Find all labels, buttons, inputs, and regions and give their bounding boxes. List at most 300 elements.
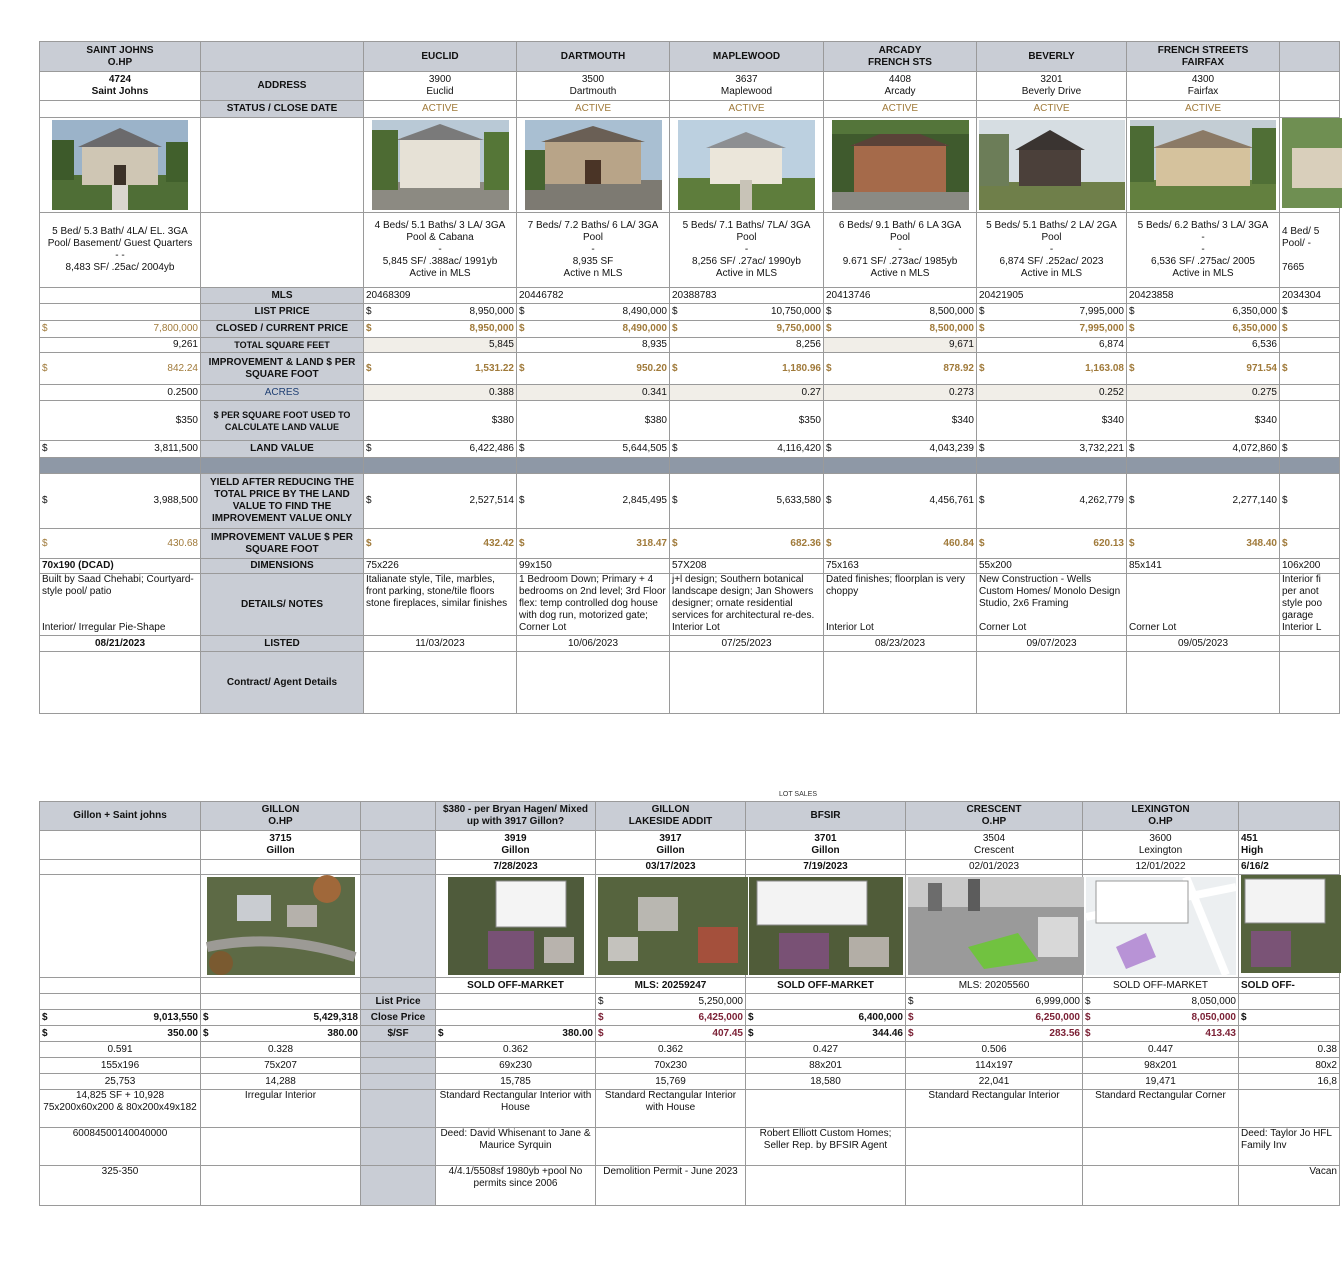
subject-land-psf: $350 bbox=[40, 401, 201, 441]
subject-imp-psf: $ 430.68 bbox=[40, 529, 201, 559]
lot-header-3919: $380 - per Bryan Hagen/ Mixed up with 3917 Gillon? bbox=[436, 802, 596, 831]
lot-notes1-3919: Standard Rectangular Interior with House bbox=[436, 1090, 596, 1128]
sqft-partial bbox=[1280, 338, 1340, 353]
aerial-photo-3917 bbox=[598, 877, 748, 975]
house-photo-beverly bbox=[979, 120, 1125, 210]
label-status: STATUS / CLOSE DATE bbox=[201, 101, 364, 118]
label-details: DETAILS/ NOTES bbox=[201, 574, 364, 636]
photo-beverly-cell bbox=[977, 118, 1127, 213]
label-sqft: TOTAL SQUARE FEET bbox=[201, 338, 364, 353]
lot-subject-address bbox=[40, 831, 201, 860]
yield-maplewood: $ 5,633,580 bbox=[670, 474, 824, 529]
aerial-photo-crescent bbox=[908, 877, 1084, 975]
imp-land-psf-dartmouth: $ 950.20 bbox=[517, 353, 670, 385]
lot-subject-acres: 0.591 bbox=[40, 1042, 201, 1058]
map-lexington bbox=[1086, 877, 1236, 975]
lot-status-3919: SOLD OFF-MARKET bbox=[436, 978, 596, 994]
label-land-psf: $ PER SQUARE FOOT USED TO CALCULATE LAND VALUE bbox=[201, 401, 364, 441]
lot-gillon-list-price bbox=[201, 994, 361, 1010]
listed-maplewood: 07/25/2023 bbox=[670, 636, 824, 652]
photo-partial-cell bbox=[1280, 118, 1340, 213]
status-beverly: ACTIVE bbox=[977, 101, 1127, 118]
house-photo-fairfax bbox=[1130, 120, 1276, 210]
sqft-beverly: 6,874 bbox=[977, 338, 1127, 353]
lot-date-3917: 03/17/2023 bbox=[596, 860, 746, 875]
label-imp-psf: IMPROVEMENT VALUE $ PER SQUARE FOOT bbox=[201, 529, 364, 559]
listed-fairfax: 09/05/2023 bbox=[1127, 636, 1280, 652]
lot-label-notes3 bbox=[361, 1166, 436, 1206]
lot-gillon-date bbox=[201, 860, 361, 875]
lot-address-partial: 451 High bbox=[1239, 831, 1340, 860]
details-fairfax: Corner Lot bbox=[1127, 574, 1280, 636]
contract-dartmouth bbox=[517, 652, 670, 714]
lot-notes2-crescent bbox=[906, 1128, 1083, 1166]
label-dimensions: DIMENSIONS bbox=[201, 559, 364, 574]
yield-arcady: $ 4,456,761 bbox=[824, 474, 977, 529]
sqft-fairfax: 6,536 bbox=[1127, 338, 1280, 353]
dimensions-arcady: 75x163 bbox=[824, 559, 977, 574]
lot-notes2-3917 bbox=[596, 1128, 746, 1166]
subject-list-price bbox=[40, 304, 201, 321]
lot-subject-list-price bbox=[40, 994, 201, 1010]
lot-gillon-status bbox=[201, 978, 361, 994]
lot-label-psf: $/SF bbox=[361, 1026, 436, 1042]
lot-header-bfsir: BFSIR bbox=[746, 802, 906, 831]
comp-header-maplewood: MAPLEWOOD bbox=[670, 42, 824, 72]
lot-date-lexington: 12/01/2022 bbox=[1083, 860, 1239, 875]
listed-euclid: 11/03/2023 bbox=[364, 636, 517, 652]
details-arcady: Dated finishes; floorplan is very choppy Interior Lot bbox=[824, 574, 977, 636]
lot-subject-notes3: 325-350 bbox=[40, 1166, 201, 1206]
list-price-dartmouth: $ 8,490,000 bbox=[517, 304, 670, 321]
lot-notes3-lexington bbox=[1083, 1166, 1239, 1206]
lot-subject-status bbox=[40, 978, 201, 994]
lot-acres-3917: 0.362 bbox=[596, 1042, 746, 1058]
subject-contract bbox=[40, 652, 201, 714]
lot-notes1-lexington: Standard Rectangular Corner bbox=[1083, 1090, 1239, 1128]
lot-gillon-header: GILLON O.HP bbox=[201, 802, 361, 831]
acres-maplewood: 0.27 bbox=[670, 385, 824, 401]
house-photo-partial bbox=[1282, 118, 1342, 208]
mls-fairfax: 20423858 bbox=[1127, 288, 1280, 304]
status-partial bbox=[1280, 101, 1340, 118]
list-price-arcady: $ 8,500,000 bbox=[824, 304, 977, 321]
acres-euclid: 0.388 bbox=[364, 385, 517, 401]
land-psf-arcady: $340 bbox=[824, 401, 977, 441]
lot-dims-lexington: 98x201 bbox=[1083, 1058, 1239, 1074]
label-land-value: LAND VALUE bbox=[201, 441, 364, 458]
aerial-photo-gillon bbox=[207, 877, 355, 975]
photo-fairfax-cell bbox=[1127, 118, 1280, 213]
lot-address-3919: 3919 Gillon bbox=[436, 831, 596, 860]
lot-list-price-3701 bbox=[746, 994, 906, 1010]
subject-yield: $ 3,988,500 bbox=[40, 474, 201, 529]
acres-dartmouth: 0.341 bbox=[517, 385, 670, 401]
lot-list-price-3917: $ 5,250,000 bbox=[596, 994, 746, 1010]
lot-status-crescent: MLS: 20205560 bbox=[906, 978, 1083, 994]
land-value-maplewood: $ 4,116,420 bbox=[670, 441, 824, 458]
lot-notes2-3701: Robert Elliott Custom Homes; Seller Rep. by BFSIR Agent bbox=[746, 1128, 906, 1166]
imp-psf-dartmouth: $ 318.47 bbox=[517, 529, 670, 559]
closed-price-arcady: $ 8,500,000 bbox=[824, 321, 977, 338]
house-photo-dartmouth bbox=[525, 120, 662, 210]
closed-price-fairfax: $ 6,350,000 bbox=[1127, 321, 1280, 338]
photo-maplewood-cell bbox=[670, 118, 824, 213]
lot-gillon-notes1: Irregular Interior bbox=[201, 1090, 361, 1128]
status-dartmouth: ACTIVE bbox=[517, 101, 670, 118]
land-psf-dartmouth: $380 bbox=[517, 401, 670, 441]
listed-beverly: 09/07/2023 bbox=[977, 636, 1127, 652]
status-euclid: ACTIVE bbox=[364, 101, 517, 118]
photo-euclid-cell bbox=[364, 118, 517, 213]
address-arcady: 4408 Arcady bbox=[824, 72, 977, 101]
lot-header-partial bbox=[1239, 802, 1340, 831]
lot-image-3919-cell bbox=[436, 875, 596, 978]
lot-list-price-partial bbox=[1239, 994, 1340, 1010]
lot-subject-notes1: 14,825 SF + 10,928 75x200x60x200 & 80x200x49x182 bbox=[40, 1090, 201, 1128]
lot-dims-3917: 70x230 bbox=[596, 1058, 746, 1074]
lot-notes1-3701 bbox=[746, 1090, 906, 1128]
sqft-dartmouth: 8,935 bbox=[517, 338, 670, 353]
imp-psf-fairfax: $ 348.40 bbox=[1127, 529, 1280, 559]
mls-beverly: 20421905 bbox=[977, 288, 1127, 304]
features-beverly: 5 Beds/ 5.1 Baths/ 2 LA/ 2GA Pool - 6,874 SF/ .252ac/ 2023 Active in MLS bbox=[977, 213, 1127, 288]
lot-notes2-3919: Deed: David Whisenant to Jane & Maurice Syrquin bbox=[436, 1128, 596, 1166]
label-header-blank bbox=[201, 42, 364, 72]
mls-dartmouth: 20446782 bbox=[517, 288, 670, 304]
dimensions-fairfax: 85x141 bbox=[1127, 559, 1280, 574]
lot-image-partial-cell bbox=[1239, 875, 1340, 978]
lot-notes3-partial: Vacan bbox=[1239, 1166, 1340, 1206]
lot-date-3701: 7/19/2023 bbox=[746, 860, 906, 875]
land-psf-beverly: $340 bbox=[977, 401, 1127, 441]
lot-address-crescent: 3504 Crescent bbox=[906, 831, 1083, 860]
subject-header: SAINT JOHNS O.HP bbox=[40, 42, 201, 72]
label-acres: ACRES bbox=[201, 385, 364, 401]
features-arcady: 6 Beds/ 9.1 Bath/ 6 LA 3GA Pool - 9.671 SF/ .273ac/ 1985yb Active n MLS bbox=[824, 213, 977, 288]
lot-notes1-3917: Standard Rectangular Interior with House bbox=[596, 1090, 746, 1128]
imp-land-psf-maplewood: $ 1,180.96 bbox=[670, 353, 824, 385]
contract-fairfax bbox=[1127, 652, 1280, 714]
sqft-euclid: 5,845 bbox=[364, 338, 517, 353]
imp-psf-beverly: $ 620.13 bbox=[977, 529, 1127, 559]
lot-psf-crescent: $ 283.56 bbox=[906, 1026, 1083, 1042]
features-fairfax: 5 Beds/ 6.2 Baths/ 3 LA/ 3GA - - 6,536 SF/ .275ac/ 2005 Active in MLS bbox=[1127, 213, 1280, 288]
lot-acres-crescent: 0.506 bbox=[906, 1042, 1083, 1058]
house-photo-euclid bbox=[372, 120, 509, 210]
lot-close-price-crescent: $ 6,250,000 bbox=[906, 1010, 1083, 1026]
acres-partial bbox=[1280, 385, 1340, 401]
land-value-partial: $ bbox=[1280, 441, 1340, 458]
lot-header-lexington: LEXINGTON O.HP bbox=[1083, 802, 1239, 831]
lot-gillon-address: 3715 Gillon bbox=[201, 831, 361, 860]
subject-land-value: $ 3,811,500 bbox=[40, 441, 201, 458]
lot-subject-close-price: $ 9,013,550 bbox=[40, 1010, 201, 1026]
mls-partial: 2034304 bbox=[1280, 288, 1340, 304]
contract-beverly bbox=[977, 652, 1127, 714]
closed-price-euclid: $ 8,950,000 bbox=[364, 321, 517, 338]
land-value-fairfax: $ 4,072,860 bbox=[1127, 441, 1280, 458]
lot-header-crescent: CRESCENT O.HP bbox=[906, 802, 1083, 831]
details-maplewood: j+l design; Southern botanical landscape design; Jan Showers designer; ornate residential services for architectural re-des. Interior Lot bbox=[670, 574, 824, 636]
mls-arcady: 20413746 bbox=[824, 288, 977, 304]
lot-subject-image-cell bbox=[40, 875, 201, 978]
features-partial: 4 Bed/ 5 Pool/ - 7665 bbox=[1280, 213, 1340, 288]
lot-image-crescent-cell bbox=[906, 875, 1083, 978]
lot-list-price-lexington: $ 8,050,000 bbox=[1083, 994, 1239, 1010]
land-value-dartmouth: $ 5,644,505 bbox=[517, 441, 670, 458]
lot-dims-crescent: 114x197 bbox=[906, 1058, 1083, 1074]
divider-band bbox=[40, 458, 1340, 474]
listed-dartmouth: 10/06/2023 bbox=[517, 636, 670, 652]
subject-features: 5 Bed/ 5.3 Bath/ 4LA/ EL. 3GA Pool/ Basement/ Guest Quarters - - 8,483 SF/ .25ac/ 2004yb bbox=[40, 213, 201, 288]
yield-partial: $ bbox=[1280, 474, 1340, 529]
land-psf-partial bbox=[1280, 401, 1340, 441]
lot-gillon-close-price: $ 5,429,318 bbox=[201, 1010, 361, 1026]
lot-subject-psf: $ 350.00 bbox=[40, 1026, 201, 1042]
subject-mls bbox=[40, 288, 201, 304]
lot-acres-3701: 0.427 bbox=[746, 1042, 906, 1058]
land-value-euclid: $ 6,422,486 bbox=[364, 441, 517, 458]
lot-label-notes2 bbox=[361, 1128, 436, 1166]
subject-listed: 08/21/2023 bbox=[40, 636, 201, 652]
aerial-photo-partial bbox=[1241, 875, 1341, 973]
lot-sales-table bbox=[39, 801, 1340, 1206]
lot-list-price-crescent: $ 6,999,000 bbox=[906, 994, 1083, 1010]
contract-euclid bbox=[364, 652, 517, 714]
lot-label-notes1 bbox=[361, 1090, 436, 1128]
imp-land-psf-arcady: $ 878.92 bbox=[824, 353, 977, 385]
yield-dartmouth: $ 2,845,495 bbox=[517, 474, 670, 529]
aerial-photo-bfsir bbox=[749, 877, 903, 975]
lot-psf-lexington: $ 413.43 bbox=[1083, 1026, 1239, 1042]
imp-psf-euclid: $ 432.42 bbox=[364, 529, 517, 559]
details-partial: Interior fi per anot style poo garage Interior L bbox=[1280, 574, 1340, 636]
lot-status-partial: SOLD OFF- bbox=[1239, 978, 1340, 994]
acres-arcady: 0.273 bbox=[824, 385, 977, 401]
land-value-beverly: $ 3,732,221 bbox=[977, 441, 1127, 458]
lot-dims-partial: 80x2 bbox=[1239, 1058, 1340, 1074]
contract-maplewood bbox=[670, 652, 824, 714]
dimensions-euclid: 75x226 bbox=[364, 559, 517, 574]
lot-close-price-3917: $ 6,425,000 bbox=[596, 1010, 746, 1026]
dimensions-beverly: 55x200 bbox=[977, 559, 1127, 574]
sqft-maplewood: 8,256 bbox=[670, 338, 824, 353]
listed-arcady: 08/23/2023 bbox=[824, 636, 977, 652]
acres-beverly: 0.252 bbox=[977, 385, 1127, 401]
lot-address-lexington: 3600 Lexington bbox=[1083, 831, 1239, 860]
closed-price-beverly: $ 7,995,000 bbox=[977, 321, 1127, 338]
lot-gillon-acres: 0.328 bbox=[201, 1042, 361, 1058]
subject-sqft: 9,261 bbox=[40, 338, 201, 353]
address-partial bbox=[1280, 72, 1340, 101]
lot-header-3917: GILLON LAKESIDE ADDIT bbox=[596, 802, 746, 831]
lot-close-price-partial: $ bbox=[1239, 1010, 1340, 1026]
subject-status bbox=[40, 101, 201, 118]
lot-notes3-3701 bbox=[746, 1166, 906, 1206]
lot-sqft-crescent: 22,041 bbox=[906, 1074, 1083, 1090]
lot-label-sqft bbox=[361, 1074, 436, 1090]
lot-notes3-3917: Demolition Permit - June 2023 bbox=[596, 1166, 746, 1206]
label-list-price: LIST PRICE bbox=[201, 304, 364, 321]
lot-gillon-dims: 75x207 bbox=[201, 1058, 361, 1074]
dimensions-maplewood: 57X208 bbox=[670, 559, 824, 574]
lot-date-crescent: 02/01/2023 bbox=[906, 860, 1083, 875]
label-mls: MLS bbox=[201, 288, 364, 304]
lot-dims-3701: 88x201 bbox=[746, 1058, 906, 1074]
subject-dimensions: 70x190 (DCAD) bbox=[40, 559, 201, 574]
address-beverly: 3201 Beverly Drive bbox=[977, 72, 1127, 101]
lot-sqft-3701: 18,580 bbox=[746, 1074, 906, 1090]
acres-fairfax: 0.275 bbox=[1127, 385, 1280, 401]
features-maplewood: 5 Beds/ 7.1 Baths/ 7LA/ 3GA Pool - 8,256 SF/ .27ac/ 1990yb Active in MLS bbox=[670, 213, 824, 288]
details-dartmouth: 1 Bedroom Down; Primary + 4 bedrooms on 2nd level; 3rd Floor flex: temp controlled dog house with dog run, motorized gate; Corner Lot bbox=[517, 574, 670, 636]
comp-header-arcady: ARCADY FRENCH STS bbox=[824, 42, 977, 72]
lot-image-3917-cell bbox=[596, 875, 746, 978]
lot-date-3919: 7/28/2023 bbox=[436, 860, 596, 875]
subject-acres: 0.2500 bbox=[40, 385, 201, 401]
imp-land-psf-fairfax: $ 971.54 bbox=[1127, 353, 1280, 385]
lot-subject-header: Gillon + Saint johns bbox=[40, 802, 201, 831]
dimensions-partial: 106x200 bbox=[1280, 559, 1340, 574]
label-yield: YIELD AFTER REDUCING THE TOTAL PRICE BY THE LAND VALUE TO FIND THE IMPROVEMENT VALUE ONLY bbox=[201, 474, 364, 529]
imp-psf-maplewood: $ 682.36 bbox=[670, 529, 824, 559]
lot-sqft-3917: 15,769 bbox=[596, 1074, 746, 1090]
lot-status-lexington: SOLD OFF-MARKET bbox=[1083, 978, 1239, 994]
land-psf-euclid: $380 bbox=[364, 401, 517, 441]
lot-address-3701: 3701 Gillon bbox=[746, 831, 906, 860]
comp-header-partial bbox=[1280, 42, 1340, 72]
photo-dartmouth-cell bbox=[517, 118, 670, 213]
lot-gillon-notes2 bbox=[201, 1128, 361, 1166]
lot-label-date bbox=[361, 860, 436, 875]
lot-subject-notes2: 60084500140040000 bbox=[40, 1128, 201, 1166]
details-euclid: Italianate style, Tile, marbles, front parking, stone/tile floors stone fireplaces, similar finishes bbox=[364, 574, 517, 636]
lot-notes1-partial bbox=[1239, 1090, 1340, 1128]
lot-acres-3919: 0.362 bbox=[436, 1042, 596, 1058]
list-price-euclid: $ 8,950,000 bbox=[364, 304, 517, 321]
status-maplewood: ACTIVE bbox=[670, 101, 824, 118]
status-arcady: ACTIVE bbox=[824, 101, 977, 118]
lot-gillon-sqft: 14,288 bbox=[201, 1074, 361, 1090]
lot-date-partial: 6/16/2 bbox=[1239, 860, 1340, 875]
features-label-blank bbox=[201, 213, 364, 288]
subject-details: Built by Saad Chehabi; Courtyard-style pool/ patio Interior/ Irregular Pie-Shape bbox=[40, 574, 201, 636]
yield-beverly: $ 4,262,779 bbox=[977, 474, 1127, 529]
lot-subject-dims: 155x196 bbox=[40, 1058, 201, 1074]
lot-label-status bbox=[361, 978, 436, 994]
lot-label-acres bbox=[361, 1042, 436, 1058]
subject-address: 4724 Saint Johns bbox=[40, 72, 201, 101]
imp-psf-arcady: $ 460.84 bbox=[824, 529, 977, 559]
mls-euclid: 20468309 bbox=[364, 288, 517, 304]
sqft-arcady: 9,671 bbox=[824, 338, 977, 353]
lot-close-price-3701: $ 6,400,000 bbox=[746, 1010, 906, 1026]
lot-sqft-lexington: 19,471 bbox=[1083, 1074, 1239, 1090]
address-maplewood: 3637 Maplewood bbox=[670, 72, 824, 101]
label-address: ADDRESS bbox=[201, 72, 364, 101]
lot-list-price-3919 bbox=[436, 994, 596, 1010]
lot-image-bfsir-cell bbox=[746, 875, 906, 978]
photo-label-blank bbox=[201, 118, 364, 213]
lot-dims-3919: 69x230 bbox=[436, 1058, 596, 1074]
list-price-maplewood: $ 10,750,000 bbox=[670, 304, 824, 321]
lot-acres-partial: 0.38 bbox=[1239, 1042, 1340, 1058]
list-price-beverly: $ 7,995,000 bbox=[977, 304, 1127, 321]
lot-notes1-crescent: Standard Rectangular Interior bbox=[906, 1090, 1083, 1128]
label-contract: Contract/ Agent Details bbox=[201, 652, 364, 714]
lot-notes3-crescent bbox=[906, 1166, 1083, 1206]
house-photo-arcady bbox=[832, 120, 969, 210]
photo-arcady-cell bbox=[824, 118, 977, 213]
lot-acres-lexington: 0.447 bbox=[1083, 1042, 1239, 1058]
lot-psf-3701: $ 344.46 bbox=[746, 1026, 906, 1042]
closed-price-partial: $ bbox=[1280, 321, 1340, 338]
lot-label-image bbox=[361, 875, 436, 978]
lot-sqft-partial: 16,8 bbox=[1239, 1074, 1340, 1090]
lot-notes2-partial: Deed: Taylor Jo HFL Family Inv bbox=[1239, 1128, 1340, 1166]
lot-notes2-lexington bbox=[1083, 1128, 1239, 1166]
details-beverly: New Construction - Wells Custom Homes/ Monolo Design Studio, 2x6 Framing Corner Lot bbox=[977, 574, 1127, 636]
lot-subject-sqft: 25,753 bbox=[40, 1074, 201, 1090]
status-fairfax: ACTIVE bbox=[1127, 101, 1280, 118]
listed-partial bbox=[1280, 636, 1340, 652]
label-imp-land-psf: IMPROVEMENT & LAND $ PER SQUARE FOOT bbox=[201, 353, 364, 385]
yield-euclid: $ 2,527,514 bbox=[364, 474, 517, 529]
lot-label-close-price: Close Price bbox=[361, 1010, 436, 1026]
mls-maplewood: 20388783 bbox=[670, 288, 824, 304]
label-listed: LISTED bbox=[201, 636, 364, 652]
dimensions-dartmouth: 99x150 bbox=[517, 559, 670, 574]
yield-fairfax: $ 2,277,140 bbox=[1127, 474, 1280, 529]
lot-psf-partial bbox=[1239, 1026, 1340, 1042]
lot-gillon-psf: $ 380.00 bbox=[201, 1026, 361, 1042]
comp-header-beverly: BEVERLY bbox=[977, 42, 1127, 72]
land-psf-fairfax: $340 bbox=[1127, 401, 1280, 441]
lot-gillon-notes3 bbox=[201, 1166, 361, 1206]
subject-closed-price: $ 7,800,000 bbox=[40, 321, 201, 338]
lot-close-price-lexington: $ 8,050,000 bbox=[1083, 1010, 1239, 1026]
lot-label-list-price: List Price bbox=[361, 994, 436, 1010]
lot-notes3-3919: 4/4.1/5508sf 1980yb +pool No permits since 2006 bbox=[436, 1166, 596, 1206]
contract-partial bbox=[1280, 652, 1340, 714]
label-closed-price: CLOSED / CURRENT PRICE bbox=[201, 321, 364, 338]
list-price-partial: $ bbox=[1280, 304, 1340, 321]
lot-image-lexington-cell bbox=[1083, 875, 1239, 978]
lot-sqft-3919: 15,785 bbox=[436, 1074, 596, 1090]
lot-close-price-3919 bbox=[436, 1010, 596, 1026]
lot-psf-3919: $ 380.00 bbox=[436, 1026, 596, 1042]
lot-sales-caption: LOT SALES bbox=[779, 791, 818, 798]
closed-price-maplewood: $ 9,750,000 bbox=[670, 321, 824, 338]
imp-land-psf-partial: $ bbox=[1280, 353, 1340, 385]
lot-status-3701: SOLD OFF-MARKET bbox=[746, 978, 906, 994]
features-euclid: 4 Beds/ 5.1 Baths/ 3 LA/ 3GA Pool & Cabana - 5,845 SF/ .388ac/ 1991yb Active in MLS bbox=[364, 213, 517, 288]
comparables-table bbox=[39, 41, 1340, 714]
lot-address-3917: 3917 Gillon bbox=[596, 831, 746, 860]
lot-label-address bbox=[361, 831, 436, 860]
comp-header-euclid: EUCLID bbox=[364, 42, 517, 72]
land-value-arcady: $ 4,043,239 bbox=[824, 441, 977, 458]
address-euclid: 3900 Euclid bbox=[364, 72, 517, 101]
imp-land-psf-euclid: $ 1,531.22 bbox=[364, 353, 517, 385]
lot-psf-3917: $ 407.45 bbox=[596, 1026, 746, 1042]
house-photo-saint-johns bbox=[52, 120, 188, 210]
subject-photo-cell bbox=[40, 118, 201, 213]
lot-label-dims bbox=[361, 1058, 436, 1074]
imp-land-psf-beverly: $ 1,163.08 bbox=[977, 353, 1127, 385]
imp-psf-partial: $ bbox=[1280, 529, 1340, 559]
